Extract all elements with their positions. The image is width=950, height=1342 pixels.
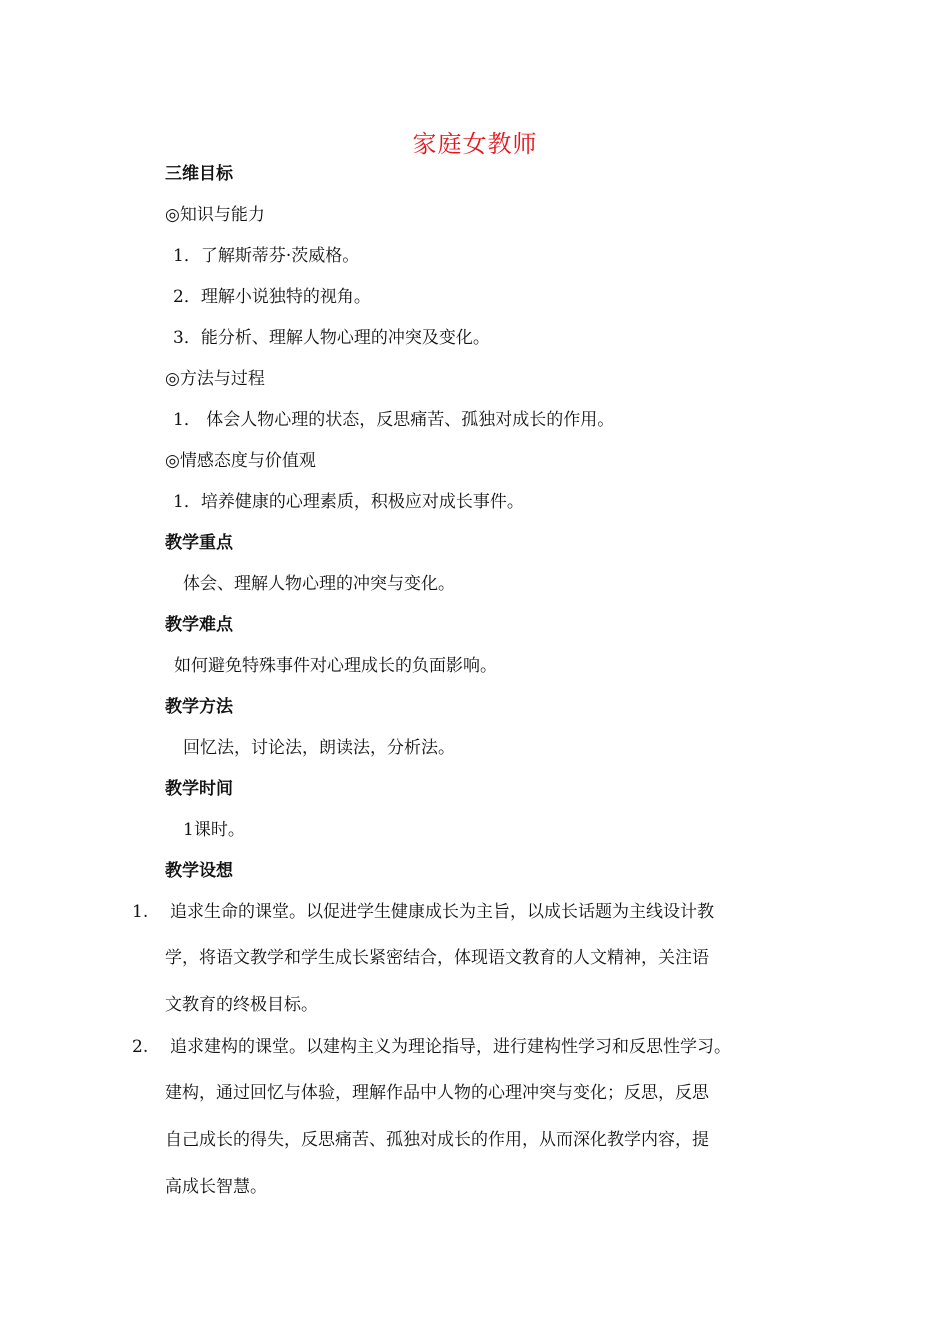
difficulty-heading: 教学难点 <box>165 615 233 635</box>
method-heading: ◎方法与过程 <box>165 369 265 389</box>
design-item-2-line-4: 高成长智慧。 <box>165 1177 267 1197</box>
goals-heading: 三维目标 <box>165 164 233 184</box>
design-item-2-line-1: 追求建构的课堂。以建构主义为理论指导，进行建构性学习和反思性学习。 <box>170 1037 731 1057</box>
design-item-1-line-2: 学，将语文教学和学生成长紧密结合，体现语文教育的人文精神，关注语 <box>165 948 709 968</box>
design-item-1-line-3: 文教育的终极目标。 <box>165 995 318 1015</box>
design-heading: 教学设想 <box>165 861 233 881</box>
design-item-2-line-3: 自己成长的得失，反思痛苦、孤独对成长的作用，从而深化教学内容，提 <box>165 1130 709 1150</box>
knowledge-heading: ◎知识与能力 <box>165 205 265 225</box>
time-text: 1课时。 <box>183 820 245 840</box>
difficulty-text: 如何避免特殊事件对心理成长的负面影响。 <box>174 656 497 676</box>
method-item-1: 1． 体会人物心理的状态，反思痛苦、孤独对成长的作用。 <box>173 410 615 430</box>
knowledge-item-1: 1．了解斯蒂芬·茨威格。 <box>173 246 360 266</box>
teaching-method-text: 回忆法，讨论法，朗读法，分析法。 <box>183 738 455 758</box>
teaching-method-heading: 教学方法 <box>165 697 233 717</box>
key-text: 体会、理解人物心理的冲突与变化。 <box>183 574 455 594</box>
knowledge-item-3: 3．能分析、理解人物心理的冲突及变化。 <box>173 328 490 348</box>
document-title: 家庭女教师 <box>412 130 538 158</box>
design-item-2-line-2: 建构，通过回忆与体验，理解作品中人物的心理冲突与变化；反思，反思 <box>165 1083 709 1103</box>
design-item-2-marker: 2. <box>132 1037 149 1057</box>
emotion-heading: ◎情感态度与价值观 <box>165 451 316 471</box>
knowledge-item-2: 2．理解小说独特的视角。 <box>173 287 371 307</box>
emotion-item-1: 1．培养健康的心理素质，积极应对成长事件。 <box>173 492 524 512</box>
key-heading: 教学重点 <box>165 533 233 553</box>
design-item-1-line-1: 追求生命的课堂。以促进学生健康成长为主旨，以成长话题为主线设计教 <box>170 902 714 922</box>
time-heading: 教学时间 <box>165 779 233 799</box>
design-item-1-marker: 1. <box>132 902 149 922</box>
